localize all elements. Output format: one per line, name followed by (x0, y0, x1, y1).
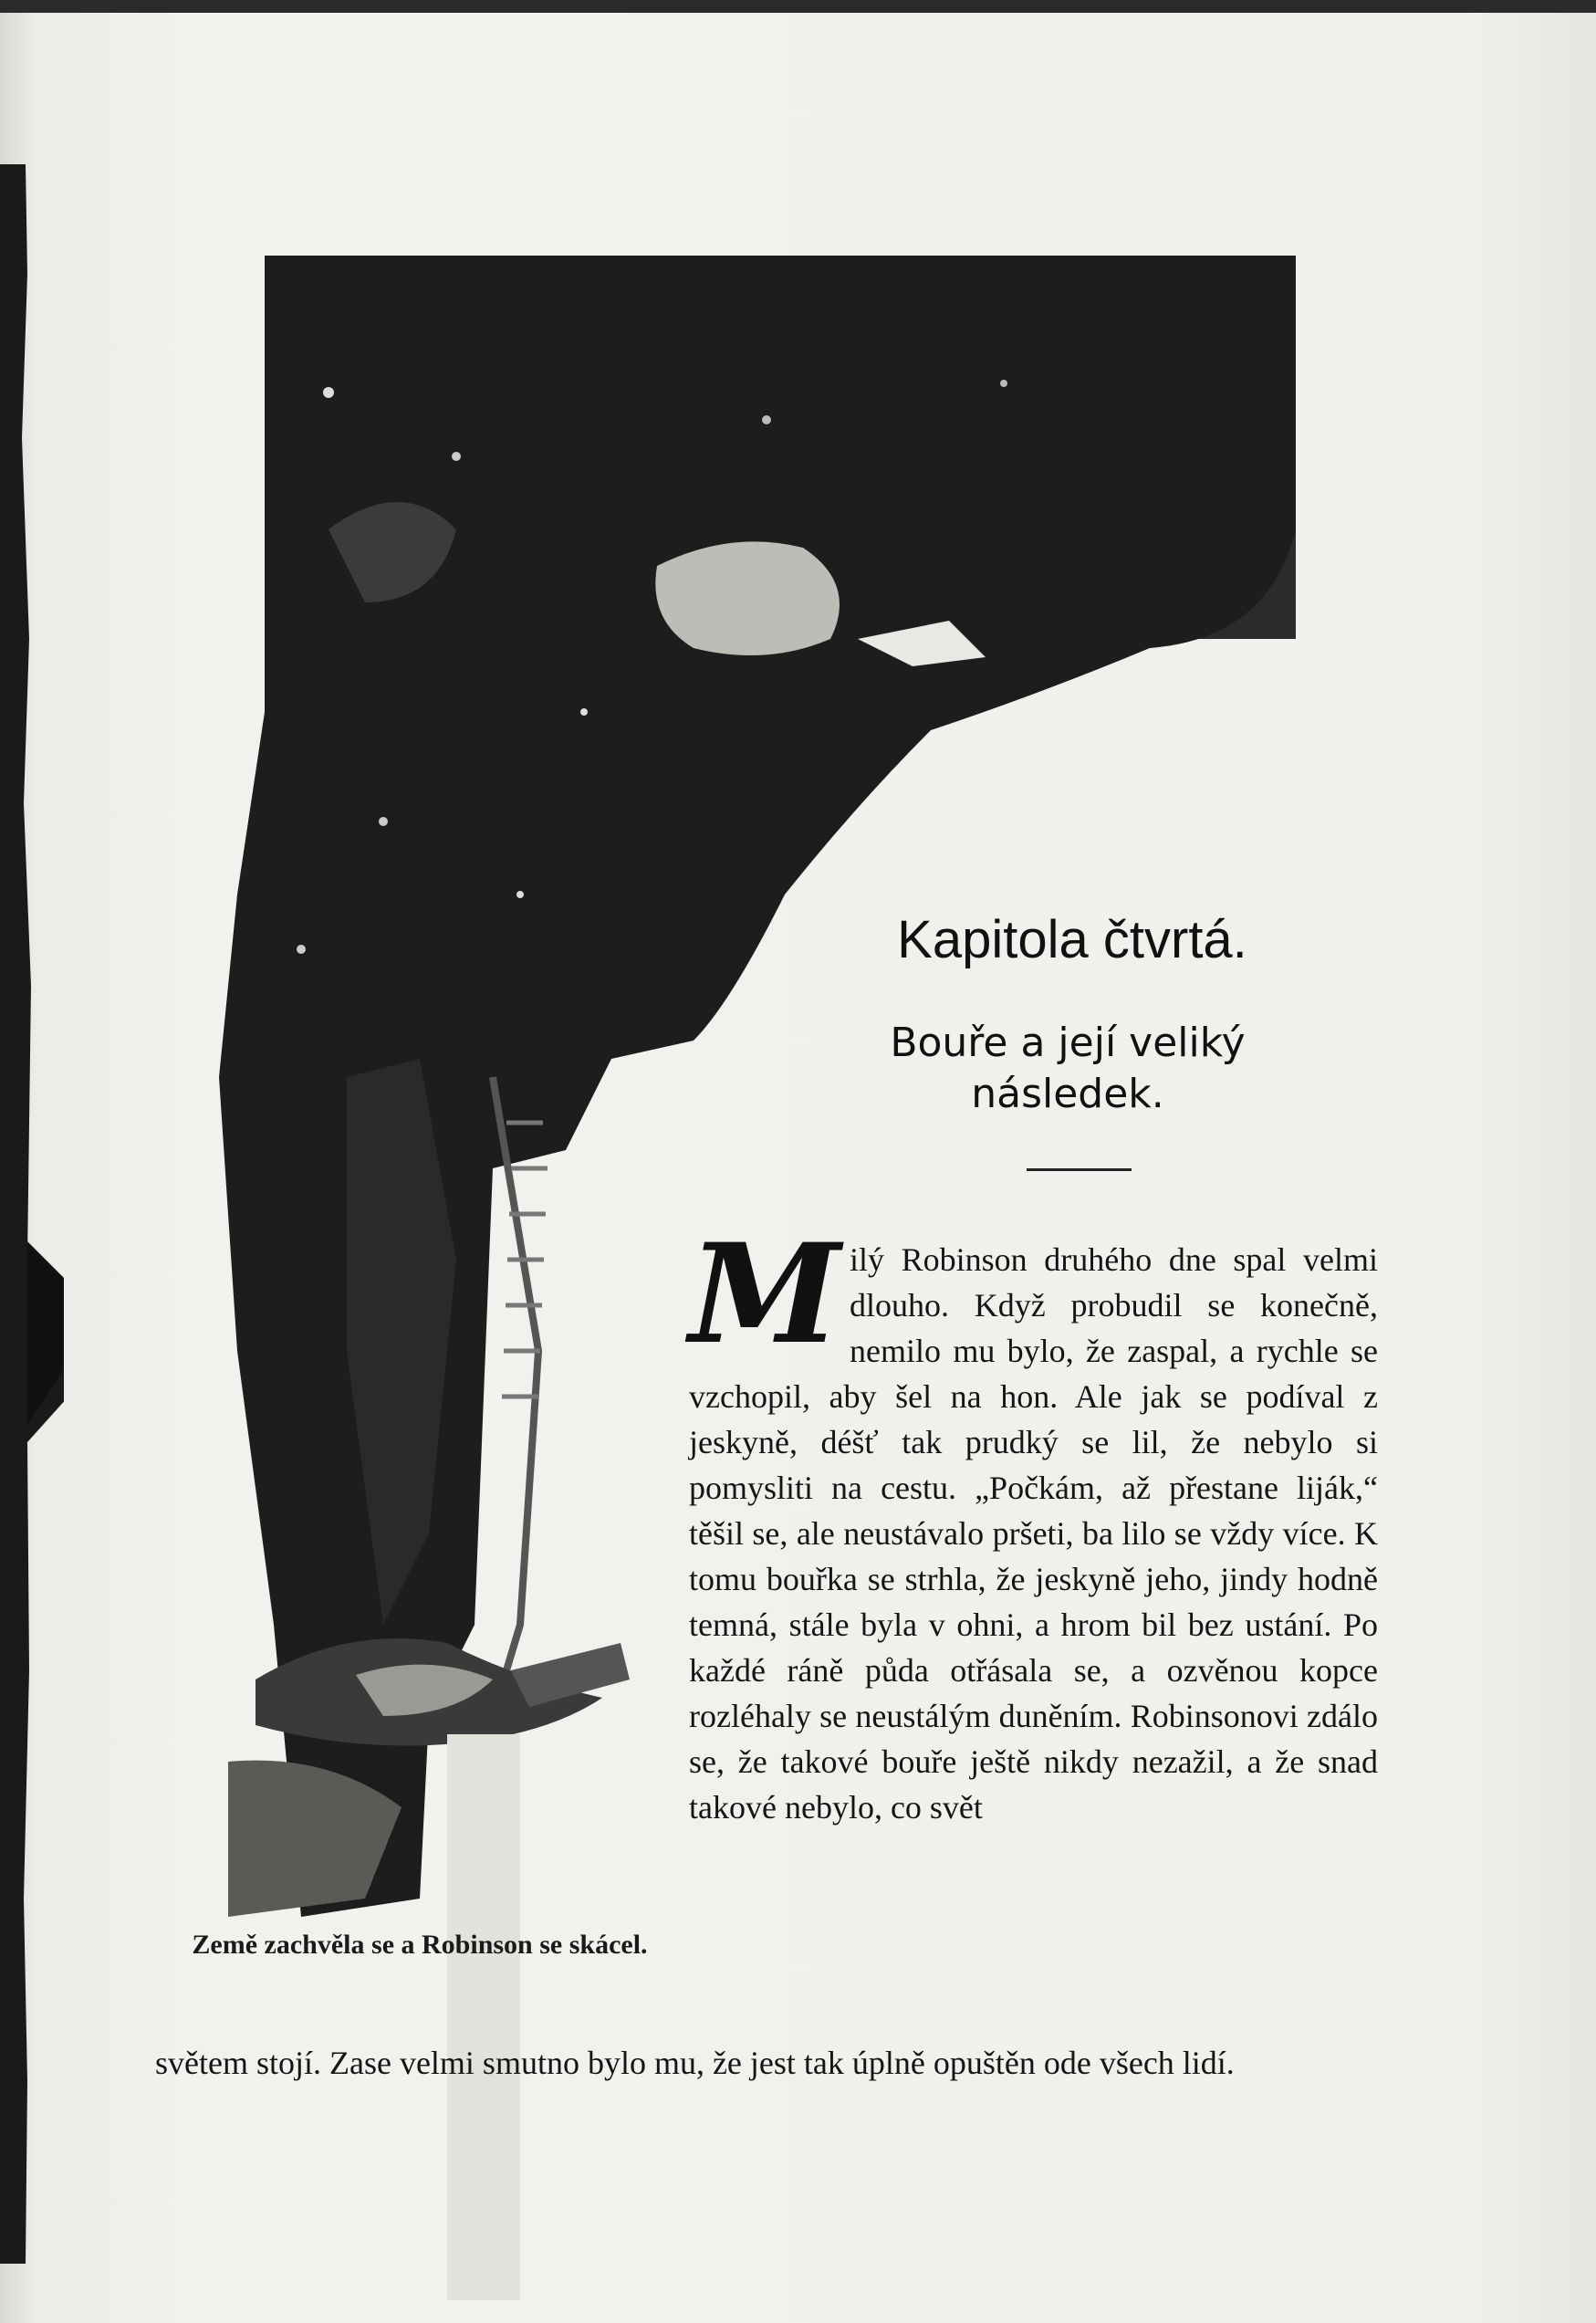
chapter-title: Kapitola čtvrtá. (897, 910, 1247, 969)
paragraph-text: ilý Robinson druhého dne spal velmi dlouho. Když probudil se konečně, nemilo mu bylo, že zaspal, a rychle se vzchopil, aby šel na hon. Ale jak se podíval z jeskyně, déšť tak prudký se lil, že nebylo si pomysliti na cestu. „Počkám, až přestane liják,“ těšil se, ale neustávalo pršeti, ba lilo se vždy více. K tomu bouřka se strhla, že jeskyně jeho, jindy hodně temná, stále byla v ohni, a hrom bil bez ustání. Po každé ráně půda otřásala se, a ozvěnou kopce rozléhaly se neustálým duněním. Robinsonovi zdálo se, že takové bouře ještě nikdy nezažil, a že snad takové nebylo, co svět (689, 1241, 1378, 1826)
title-divider (1027, 1168, 1132, 1171)
drop-cap: M (689, 1214, 841, 1375)
scan-top-edge (0, 0, 1596, 13)
torn-page-edge (0, 164, 64, 2264)
illustration-caption: Země zachvěla se a Robinson se skácel. (192, 1930, 648, 1960)
body-paragraph (689, 1214, 1378, 1830)
paragraph-continuation: světem stojí. Zase velmi smutno bylo mu, že jest tak úplně opuštěn ode všech lidí. (155, 2045, 1235, 2081)
chapter-subtitle: Bouře a její veliký následek. (890, 1020, 1246, 1117)
